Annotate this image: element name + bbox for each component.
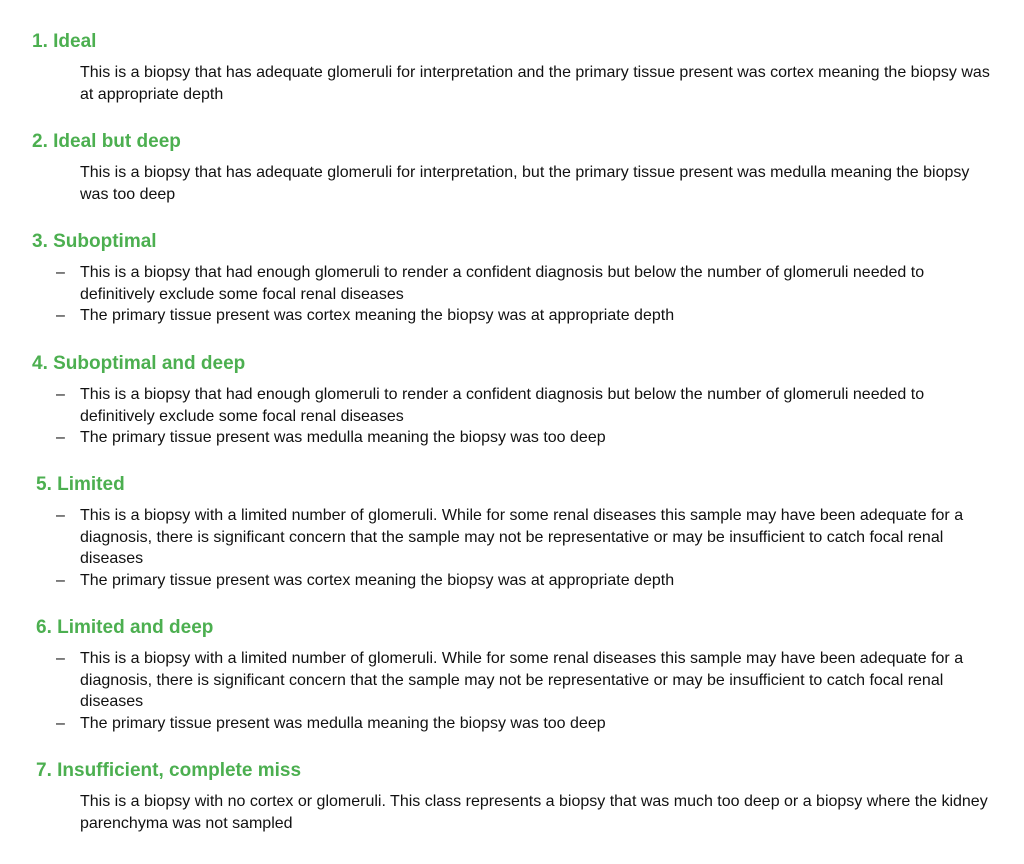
section-heading: 2. Ideal but deep bbox=[32, 131, 181, 152]
bullet-marker: – bbox=[56, 507, 65, 524]
section-heading: 3. Suboptimal bbox=[32, 231, 157, 252]
section-heading: 5. Limited bbox=[36, 474, 125, 495]
section-paragraph: This is a biopsy that has adequate glomeruli for interpretation, but the primary tissue present was medulla meaning the biopsy was too deep bbox=[80, 164, 970, 203]
bullet-list bbox=[0, 648, 1024, 734]
section-heading: 7. Insufficient, complete miss bbox=[36, 760, 302, 781]
bullet-marker: – bbox=[56, 307, 65, 324]
list-item bbox=[0, 648, 1000, 713]
section-heading: 4. Suboptimal and deep bbox=[32, 353, 246, 374]
list-item bbox=[0, 505, 1000, 570]
list-item-text: This is a biopsy with a limited number of glomeruli. While for some renal diseases this sample may have been adequate for a diagnosis, there is significant concern that the sample may not be representative or may be insufficient to catch focal renal diseases bbox=[80, 650, 964, 710]
list-item bbox=[0, 570, 1000, 592]
list-item-text: The primary tissue present was medulla meaning the biopsy was too deep bbox=[80, 429, 606, 446]
section-heading: 1. Ideal bbox=[32, 31, 97, 52]
list-item bbox=[0, 713, 1000, 735]
bullet-list bbox=[0, 262, 1024, 327]
list-item-text: This is a biopsy with a limited number of glomeruli. While for some renal diseases this sample may have been adequate for a diagnosis, there is significant concern that the sample may not be representative or may be insufficient to catch focal renal diseases bbox=[80, 507, 964, 567]
list-item-text: This is a biopsy that had enough glomeruli to render a confident diagnosis but below the number of glomeruli needed to definitively exclude some focal renal diseases bbox=[80, 264, 925, 303]
bullet-marker: – bbox=[56, 650, 65, 667]
list-item bbox=[0, 262, 1000, 305]
section-heading: 6. Limited and deep bbox=[36, 617, 214, 638]
list-item-text: The primary tissue present was medulla meaning the biopsy was too deep bbox=[80, 714, 606, 732]
section-paragraph: This is a biopsy that has adequate glomeruli for interpretation and the primary tissue present was cortex meaning the biopsy was at appropriate depth bbox=[80, 64, 990, 103]
bullet-marker: – bbox=[56, 386, 65, 403]
bullet-marker: – bbox=[56, 429, 65, 446]
list-item-text: The primary tissue present was cortex meaning the biopsy was at appropriate depth bbox=[80, 307, 675, 324]
bullet-marker: – bbox=[56, 264, 65, 281]
list-item bbox=[0, 305, 1000, 327]
bullet-marker: – bbox=[56, 571, 65, 589]
list-item bbox=[0, 427, 1000, 449]
bullet-marker: – bbox=[56, 714, 65, 732]
list-item-text: The primary tissue present was cortex meaning the biopsy was at appropriate depth bbox=[80, 571, 675, 589]
bullet-list bbox=[0, 384, 1024, 449]
list-item-text: This is a biopsy that had enough glomeruli to render a confident diagnosis but below the number of glomeruli needed to definitively exclude some focal renal diseases bbox=[80, 386, 925, 425]
list-item bbox=[0, 384, 1000, 427]
bullet-list bbox=[0, 505, 1024, 591]
section-paragraph: This is a biopsy with no cortex or glomeruli. This class represents a biopsy that was much too deep or a biopsy where the kidney parenchyma was not sampled bbox=[80, 793, 988, 832]
